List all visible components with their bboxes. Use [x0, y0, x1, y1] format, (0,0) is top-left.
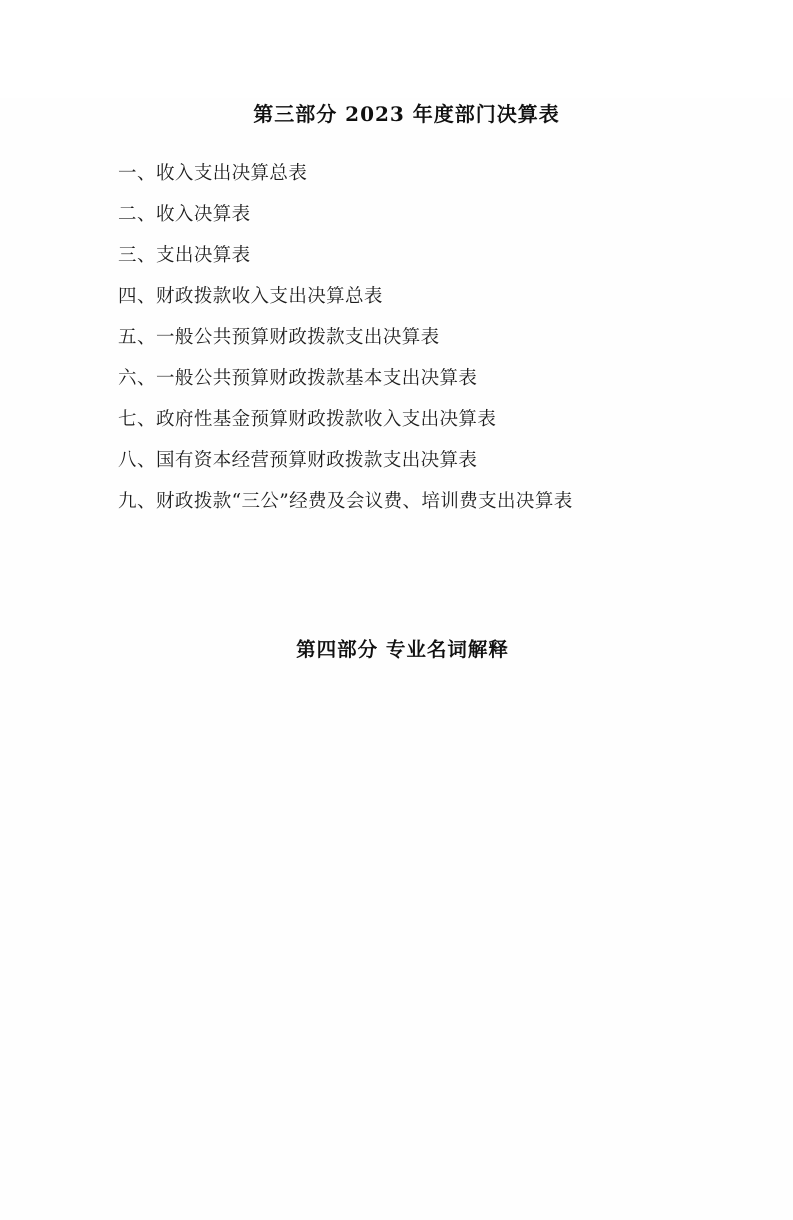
list-item-index: 八、	[118, 450, 157, 471]
page-title-part-three: 第三部分 2023 年度部门决算表	[253, 102, 560, 126]
list-item	[0, 399, 793, 440]
list-item-label: 财政拨款“三公”经费及会议费、培训费支出决算表	[156, 491, 573, 512]
list-item	[0, 153, 793, 194]
list-item-index: 二、	[118, 204, 157, 225]
list-item-label: 国有资本经营预算财政拨款支出决算表	[156, 450, 478, 471]
list-item-label: 收入决算表	[156, 204, 251, 225]
list-item-index: 四、	[118, 286, 157, 307]
list-item	[0, 194, 793, 235]
list-item-label: 收入支出决算总表	[156, 163, 308, 184]
list-item-index: 一、	[118, 163, 157, 184]
list-item-index: 五、	[118, 327, 157, 348]
list-item-index: 三、	[118, 245, 157, 266]
list-item-label: 财政拨款收入支出决算总表	[156, 286, 383, 307]
table-of-contents	[0, 153, 793, 522]
list-item	[0, 358, 793, 399]
list-item	[0, 276, 793, 317]
list-item-index: 九、	[118, 491, 157, 512]
list-item	[0, 440, 793, 481]
list-item-label: 一般公共预算财政拨款支出决算表	[156, 327, 440, 348]
list-item	[0, 235, 793, 276]
list-item-index: 六、	[118, 368, 157, 389]
document-page	[0, 98, 793, 1220]
list-item	[0, 481, 793, 522]
list-item-index: 七、	[118, 409, 157, 430]
page-title-part-four: 第四部分 专业名词解释	[296, 638, 509, 661]
list-item-label: 支出决算表	[156, 245, 251, 266]
list-item	[0, 317, 793, 358]
list-item-label: 一般公共预算财政拨款基本支出决算表	[156, 368, 478, 389]
list-item-label: 政府性基金预算财政拨款收入支出决算表	[156, 409, 497, 430]
